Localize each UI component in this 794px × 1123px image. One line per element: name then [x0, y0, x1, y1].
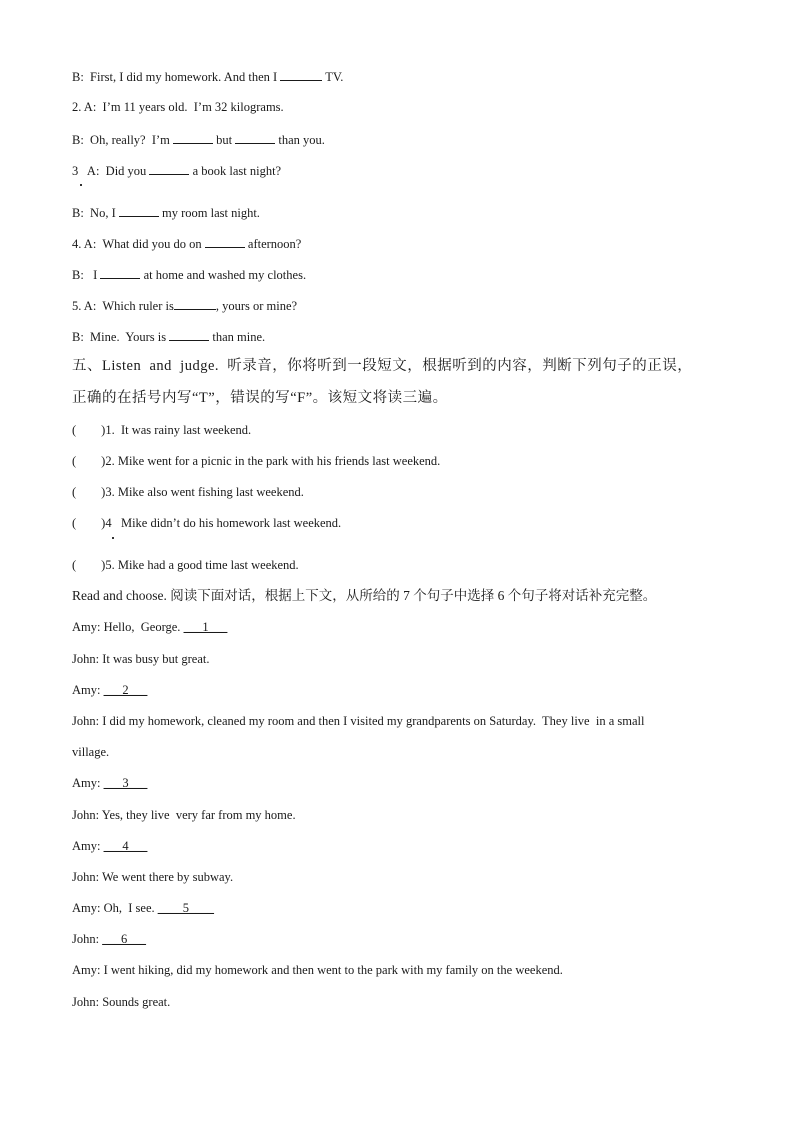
stray-mark — [80, 184, 82, 186]
answer-blank-4[interactable]: ___4___ — [103, 839, 148, 853]
dialogue-line-6: John: Yes, they live very far from my home. — [72, 808, 296, 822]
dialogue-line-9: Amy: Oh, I see. ____5____ — [72, 901, 214, 915]
judge-item-4: ( )4 Mike didn’t do his homework last weekend. — [72, 516, 342, 530]
q2-b-line: B: Oh, really? I’m but than you. — [72, 133, 325, 147]
dialogue-line-11: Amy: I went hiking, did my homework and then went to the park with my family on the weekend. — [72, 963, 563, 977]
q4-a-line: 4. A: What did you do on afternoon? — [72, 237, 302, 251]
judge-item-2: ( )2. Mike went for a picnic in the park with his friends last weekend. — [72, 454, 441, 468]
dialogue-line-12: John: Sounds great. — [72, 995, 171, 1009]
answer-blank[interactable] — [173, 131, 213, 144]
q5-a-line: 5. A: Which ruler is , yours or mine? — [72, 299, 298, 313]
section-five-heading-line1: 五、Listen and judge. 听录音，你将听到一段短文，根据听到的内容，判断下列句子的正误， — [72, 358, 693, 374]
answer-blank[interactable] — [280, 68, 322, 81]
q2-a-line: 2. A: I’m 11 years old. I’m 32 kilograms. — [72, 100, 284, 114]
dialogue-line-10: John: ___6___ — [72, 932, 146, 946]
section-five-heading-line2: 正确的在括号内写“T”，错误的写“F”。该短文将读三遍。 — [72, 390, 448, 406]
q5-b-line: B: Mine. Yours is than mine. — [72, 330, 266, 344]
answer-blank-1[interactable]: ___1___ — [183, 620, 228, 634]
dialogue-line-4: John: I did my homework, cleaned my room and then I visited my grandparents on Saturday. They live in a small — [72, 714, 645, 728]
answer-blank[interactable] — [174, 297, 216, 310]
reading-instruction: Read and choose. 阅读下面对话，根据上下文，从所给的 7 个句子中选择 6 个句子将对话补充完整。 — [72, 588, 657, 603]
answer-blank[interactable] — [205, 235, 245, 248]
stray-mark — [112, 537, 114, 539]
judge-item-5: ( )5. Mike had a good time last weekend. — [72, 558, 299, 572]
answer-blank[interactable] — [119, 204, 159, 217]
dialogue-line-5: Amy: ___3___ — [72, 776, 148, 790]
answer-blank[interactable] — [149, 162, 189, 175]
answer-blank-6[interactable]: ___6___ — [102, 932, 146, 946]
answer-blank-3[interactable]: ___3___ — [103, 776, 148, 790]
answer-blank[interactable] — [235, 131, 275, 144]
answer-blank-5[interactable]: ____5____ — [157, 901, 214, 915]
judge-item-1: ( )1. It was rainy last weekend. — [72, 423, 252, 437]
dialogue-line-1: Amy: Hello, George. ___1___ — [72, 620, 228, 634]
dialogue-line-4-cont: village. — [72, 745, 110, 759]
dialogue-line-2: John: It was busy but great. — [72, 652, 210, 666]
answer-blank-2[interactable]: ___2___ — [103, 683, 148, 697]
dialogue-line-7: Amy: ___4___ — [72, 839, 148, 853]
q4-b-line: B: I at home and washed my clothes. — [72, 268, 307, 282]
answer-blank[interactable] — [100, 266, 140, 279]
answer-blank[interactable] — [169, 328, 209, 341]
q3-a-line: 3 A: Did you a book last night? — [72, 164, 282, 178]
q3-b-line: B: No, I my room last night. — [72, 206, 260, 220]
dialogue-line-3: Amy: ___2___ — [72, 683, 148, 697]
dialogue-line-8: John: We went there by subway. — [72, 870, 234, 884]
q1-b-line: B: First, I did my homework. And then I TV. — [72, 70, 344, 84]
judge-item-3: ( )3. Mike also went fishing last weekend. — [72, 485, 304, 499]
